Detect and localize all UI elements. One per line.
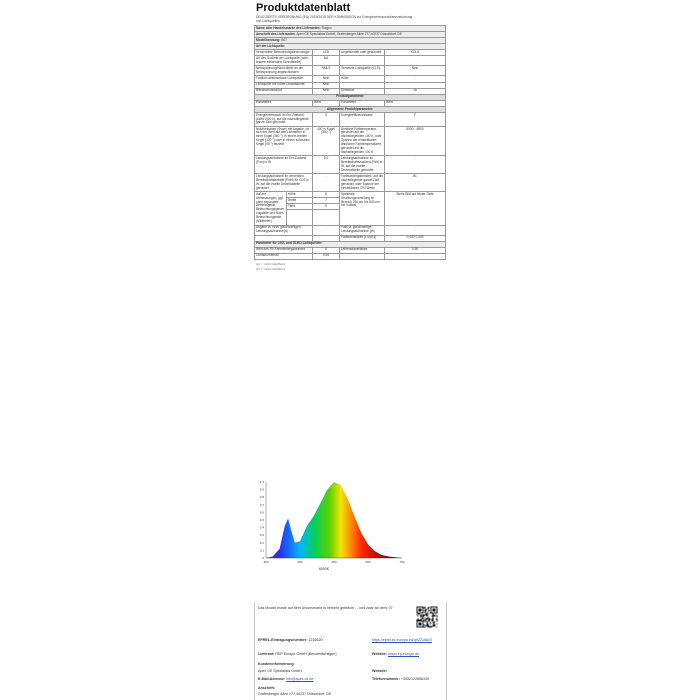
value-cell xyxy=(385,56,446,66)
param-cell: Angabe zu einer gleichwertigen Leistungsaufnahme(a) xyxy=(255,225,313,235)
value-cell: - xyxy=(313,225,340,235)
table-row xyxy=(255,253,446,259)
value-cell: Nein xyxy=(385,66,446,76)
value-cell: Nein xyxy=(313,82,340,88)
supplier-label: Lieferant: xyxy=(258,652,275,656)
email-label: E-Mail-Adresse: xyxy=(258,677,286,681)
row-value: Rolgno xyxy=(321,25,332,30)
value-cell: LED xyxy=(313,50,340,56)
column-header: Wert xyxy=(385,100,446,106)
param-cell: Falls ja, gleichwertige Leistungsaufnahme (W) xyxy=(340,225,385,235)
param-cell: Lichtquelle mit hoher Leuchtdichte: xyxy=(255,82,313,88)
y-tick-label: 1.0 xyxy=(259,480,264,484)
email-link[interactable]: info@apex-ce.de xyxy=(286,677,314,681)
table-row xyxy=(255,113,446,127)
dims-cell xyxy=(255,192,313,225)
section-header: Allgemeine Produktparameter: xyxy=(255,106,446,112)
value-cell: 5,0 xyxy=(313,156,340,174)
value-cell: - xyxy=(385,156,446,174)
value-cell: NA xyxy=(313,56,340,66)
y-tick-label: 0.4 xyxy=(259,525,264,530)
column-header: Parameter xyxy=(340,100,385,106)
table-row xyxy=(255,56,446,66)
value-cell: - xyxy=(385,76,446,82)
param-cell: Energieeffizienzklasse xyxy=(340,113,385,127)
address-label: Anschrift: xyxy=(258,686,275,690)
datasheet xyxy=(254,2,445,272)
param-cell: Ähnliche Farbtemperatur, gerundet auf die nächstliegenden 100 K, oder Spanne der einstellbaren ähnlichen Farbtemperaturen, gerundet auf die nächstliegenden 100 K xyxy=(340,126,385,156)
value-cell: F xyxy=(385,113,446,127)
y-tick-label: 0.9 xyxy=(259,487,264,492)
param-cell: Lichtstromerhalt xyxy=(255,253,313,259)
table-row xyxy=(255,66,446,76)
value-cell: Ja xyxy=(385,88,446,94)
y-tick-label: 0.2 xyxy=(259,540,264,545)
qr-code-icon xyxy=(416,606,438,628)
row-value: Apex CE Specialists GmbH, Grafenberger Allee 277,40237 Düsseldorf, DE xyxy=(296,31,402,36)
x-axis-label: 6000K xyxy=(318,567,330,571)
dims-label: äußere Abmessungen, ggf. ohne separates Betriebsgerät, Beleuchtungssteuerungsteile und Nicht-Beleuchtungsteile (Millimeter) xyxy=(256,191,285,224)
value-cell: 0,440 0,403 xyxy=(385,235,446,241)
phone-label: Telefonnummer: xyxy=(372,677,400,681)
value-cell: - xyxy=(385,225,446,235)
param-cell xyxy=(340,253,385,259)
table-row xyxy=(255,192,446,225)
value-cell: 81 xyxy=(385,174,446,192)
section-header: Produktparameter xyxy=(255,94,446,100)
param-cell: Leistungsaufnahme im Bereitschaftszustand (Psb) in W, auf die zweite Dezimalstelle gerundet xyxy=(340,156,385,174)
param-cell: Leistungsaufnahme im vernetzten Bereitschaftsbetrieb (Pnet) für CLS in W, auf die zweite Dezimalstelle gerundet xyxy=(255,174,313,192)
value-cell: - xyxy=(313,174,340,192)
dim-name: Tiefe xyxy=(287,204,312,210)
value-cell: Nein xyxy=(313,76,340,82)
param-cell xyxy=(340,56,385,66)
value-cell: 0,90 xyxy=(385,247,446,253)
value-cell: 400 in Kugel (360 °) xyxy=(313,126,340,156)
value-cell: Nein xyxy=(313,88,340,94)
x-tick-label: 480 xyxy=(297,560,303,564)
address-value: Grafenberger Allee 277,40237 Düsseldorf, DE xyxy=(258,692,332,696)
table-row xyxy=(255,174,446,192)
value-cell: Siehe Bild auf letzter Seite xyxy=(385,192,446,225)
param-cell: Vernetzte Lichtquelle (CLS): xyxy=(340,66,385,76)
param-cell: Lebensdauerfaktor xyxy=(340,247,385,253)
value-cell xyxy=(385,253,446,259)
column-header: Parameter xyxy=(255,100,313,106)
row-label: Name oder Handelsmarke des Lieferanten: xyxy=(256,25,321,30)
param-cell: Hülle: xyxy=(340,76,385,82)
param-cell: Farbwertanteile (x und y) xyxy=(340,235,385,241)
value-cell: 5 xyxy=(313,113,340,127)
param-cell: Wert des R9-Farbwiedergabeindex xyxy=(255,247,313,253)
dim-value: 8 xyxy=(313,192,339,198)
y-tick-label: 0.8 xyxy=(259,495,264,500)
y-tick-label: 0.7 xyxy=(259,502,264,507)
x-tick-label: 580 xyxy=(331,560,337,564)
y-tick-label: 0.3 xyxy=(259,533,264,538)
y-tick-label: 0.5 xyxy=(259,518,264,522)
y-tick-label: 0.1 xyxy=(259,548,264,553)
param-cell: Ungebündelt oder gebündelt: xyxy=(340,50,385,56)
value-cell: 6000…6500 xyxy=(385,126,446,156)
eprel-number: 2216620 xyxy=(308,638,323,642)
datasheet-table xyxy=(254,25,446,260)
page-subtitle: DELEGIERTE VERORDNUNG (EU) 2019/2015 DER KOMMISSION zur Energieverbrauchskennzeichnung von Lichtquellen xyxy=(256,15,413,23)
dim-value: 5 xyxy=(313,204,339,210)
row-label: Modellkennung: xyxy=(256,37,281,42)
supplier-info xyxy=(254,602,447,700)
value-cell: NMLS xyxy=(313,66,340,76)
table-row xyxy=(255,126,446,156)
website2-label: Website: xyxy=(372,669,387,673)
param-cell: Spektrale Strahlungsverteilung im Bereich 250 nm bis 800 nm bei Volllast xyxy=(340,192,385,225)
section-header: Parameter für LED- und OLED-Lichtquellen: xyxy=(255,241,446,247)
supplier-value: REP Europe GmbH (Bevollmächtigter) xyxy=(275,652,337,656)
param-cell: Leistungsaufnahme im Ein-Zustand (Pon) in W xyxy=(255,156,313,174)
param-cell: Verwendete Beleuchtungstechnologie: xyxy=(255,50,313,56)
param-cell: Blendschutzschild: xyxy=(255,88,313,94)
param-cell: Farbwiedergabeindex, auf die nächstliegende ganze Zahl gerundet, oder Spanne der einstellbaren CRI-Werte xyxy=(341,173,383,190)
dim-value: 7 xyxy=(313,198,339,204)
row-label: Anschrift des Lieferanten: xyxy=(256,31,296,36)
value-cell: 8 xyxy=(313,247,340,253)
footnote-a: (a) '-': nicht zutreffend; xyxy=(256,261,286,266)
row-value: B07 xyxy=(281,37,287,42)
market-note: Das Modell wurde auf dem Unionsmarkt in Verkehr gebracht , , und zwar ab dem: 07 xyxy=(258,606,393,610)
footnote-b: (b) '-': nicht zutreffend; xyxy=(256,266,286,271)
footnotes xyxy=(256,262,445,272)
param-cell: Dimmbar: xyxy=(340,88,385,94)
spectrum-chart xyxy=(254,478,404,573)
customer-label: Kundeninformierung: xyxy=(258,662,295,666)
row-label: Art der Lichtquelle: xyxy=(256,43,286,48)
table-row xyxy=(255,156,446,174)
customer-value: Apex CE Specialists GmbH xyxy=(258,669,302,673)
x-tick-label: 680 xyxy=(365,560,371,564)
value-cell: KOLS xyxy=(385,50,446,56)
phone-value: +3552122666339 xyxy=(400,677,429,681)
x-tick-label: 380 xyxy=(263,560,269,564)
table-row xyxy=(255,225,446,235)
param-cell: Farblich abstimmbare Lichtquelle: xyxy=(255,76,313,82)
page-title: Produktdatenblatt xyxy=(256,2,351,14)
value-cell: 0,96 xyxy=(313,253,340,259)
dim-name: Breite xyxy=(287,198,312,204)
eprel-link[interactable]: https://eprel.ec.europa.eu/qr/2216620 xyxy=(372,638,432,642)
param-cell: Art des Sockels der Lichtquelle (oder andere elektrische Schnittstelle) xyxy=(255,56,313,66)
dims-values xyxy=(313,192,340,225)
eprel-label: EPREL-Eintragungsnummer: xyxy=(258,638,308,642)
dim-name: Höhe xyxy=(287,192,312,198)
website-label: Website: xyxy=(372,652,387,656)
param-cell: Netzspannung/Nicht direkt an die Netzspannung angeschlossen: xyxy=(255,66,313,76)
website-link[interactable]: www.rep-europe.de xyxy=(387,652,420,656)
y-tick-label: 0 xyxy=(262,556,264,560)
param-cell: Nutzlichtstrom (Φuse) mit Angabe, ob sich der Wert auf den Lichtstrom in einer Kugel (360 °), in einem breiten Kegel (120 °) oder in einem schmalen Kegel (90 °) bezieht xyxy=(255,126,313,156)
x-tick-label: 780 xyxy=(399,560,405,564)
y-tick-label: 0.6 xyxy=(259,510,264,515)
spectrum-area xyxy=(266,482,402,558)
column-header: Wert xyxy=(313,100,340,106)
param-cell: Energieverbrauch im Ein-Zustand (kWh/1000 h), auf die nächstliegende ganze Zahl gerundet xyxy=(255,113,313,127)
